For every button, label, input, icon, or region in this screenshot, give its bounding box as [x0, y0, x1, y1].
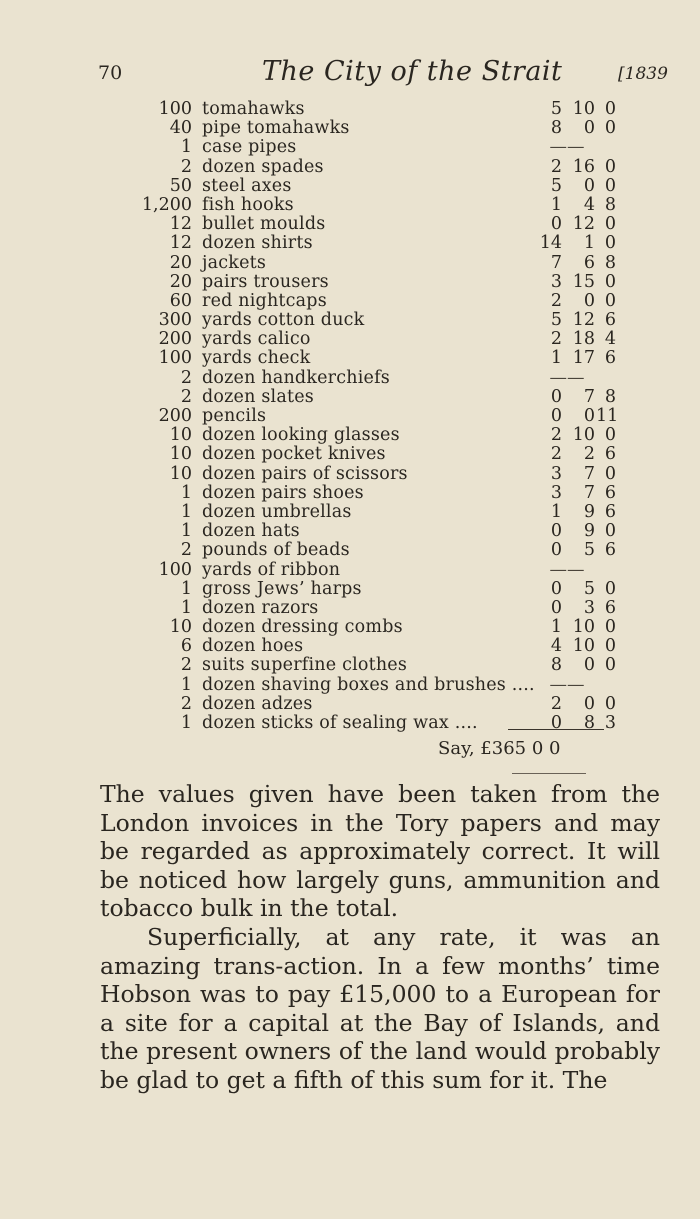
item-description: pairs trousers: [202, 271, 329, 292]
item-description: dozen hoes: [202, 636, 304, 657]
invoice-row: [0, 656, 700, 675]
item-description: dozen pocket knives: [202, 444, 386, 465]
item-pounds: 0: [550, 521, 562, 542]
invoice-row: [0, 292, 700, 311]
invoice-row: [0, 618, 700, 637]
item-description: bullet moulds: [202, 214, 326, 235]
item-pence: 0: [604, 290, 616, 311]
item-shillings: 8: [583, 713, 595, 733]
item-shillings: 16: [572, 156, 595, 177]
item-quantity: 1: [180, 713, 192, 733]
item-description: tomahawks: [202, 99, 305, 119]
item-pence: 6: [604, 310, 616, 331]
item-pence: 0: [604, 214, 616, 235]
page-number: 70: [98, 62, 123, 84]
item-pence: 0: [604, 425, 616, 446]
item-description: pencils: [202, 406, 267, 426]
item-pence: 3: [604, 713, 616, 733]
item-pence: 0: [604, 175, 616, 196]
item-no-value: ——: [549, 674, 585, 695]
invoice-row: [0, 234, 700, 253]
item-pence: 0: [604, 99, 616, 119]
item-pence: 8: [604, 386, 616, 407]
invoice-row: [0, 465, 700, 484]
invoice-row: [0, 100, 700, 119]
item-shillings: 7: [583, 482, 595, 503]
item-pence: 0: [604, 655, 616, 676]
item-quantity: 40: [169, 118, 192, 139]
invoice-row: [0, 349, 700, 368]
item-pounds: 1: [550, 348, 562, 369]
item-quantity: 100: [158, 559, 192, 580]
item-pence: 6: [604, 540, 616, 561]
item-quantity: 1,200: [141, 194, 192, 215]
item-no-value: ——: [549, 367, 585, 388]
item-pounds: 2: [550, 444, 562, 465]
total-underline: [512, 773, 586, 774]
item-shillings: 0: [583, 290, 595, 311]
item-shillings: 15: [572, 271, 595, 292]
item-quantity: 2: [180, 540, 192, 561]
item-description: dozen dressing combs: [202, 617, 403, 638]
invoice-row: [0, 599, 700, 618]
item-pounds: 0: [550, 540, 562, 561]
item-pounds: 5: [550, 175, 562, 196]
invoice-row: [0, 407, 700, 426]
invoice-row: [0, 369, 700, 388]
item-quantity: 2: [180, 386, 192, 407]
item-pence: 6: [604, 444, 616, 465]
item-pence: 0: [604, 617, 616, 638]
item-shillings: 0: [583, 175, 595, 196]
item-quantity: 1: [180, 578, 192, 599]
item-shillings: 12: [572, 310, 595, 331]
item-pounds: 3: [550, 463, 562, 484]
item-description: dozen looking glasses: [202, 425, 400, 446]
item-shillings: 12: [572, 214, 595, 235]
item-shillings: 10: [572, 636, 595, 657]
item-quantity: 10: [169, 444, 192, 465]
item-quantity: 20: [169, 271, 192, 292]
invoice-row: [0, 215, 700, 234]
item-shillings: 9: [583, 501, 595, 522]
item-quantity: 1: [180, 597, 192, 618]
item-shillings: 10: [572, 425, 595, 446]
item-quantity: 2: [180, 156, 192, 177]
item-description: dozen spades: [202, 156, 324, 177]
item-pence: 0: [604, 578, 616, 599]
running-year: [1839: [618, 64, 668, 84]
item-pence: 0: [604, 156, 616, 177]
item-description: dozen pairs of scissors: [202, 463, 408, 484]
item-shillings: 0: [583, 118, 595, 139]
item-description: dozen shaving boxes and brushes ....: [202, 674, 535, 695]
item-description: dozen adzes: [202, 693, 313, 714]
item-pounds: 7: [550, 252, 562, 273]
item-shillings: 17: [572, 348, 595, 369]
item-quantity: 1: [180, 482, 192, 503]
item-shillings: 3: [583, 597, 595, 618]
item-pounds: 0: [550, 597, 562, 618]
item-pounds: 2: [550, 156, 562, 177]
invoice-row: [0, 177, 700, 196]
item-quantity: 200: [158, 329, 192, 350]
item-pounds: 14: [539, 233, 562, 254]
item-description: suits superfine clothes: [202, 655, 408, 676]
item-description: gross Jews’ harps: [202, 578, 362, 599]
item-shillings: 6: [583, 252, 595, 273]
item-pounds: 2: [550, 693, 562, 714]
item-quantity: 100: [158, 348, 192, 369]
invoice-row: [0, 445, 700, 464]
item-pounds: 2: [550, 329, 562, 350]
item-pence: 0: [604, 636, 616, 657]
item-description: dozen handkerchiefs: [202, 367, 390, 388]
item-quantity: 1: [180, 674, 192, 695]
item-pounds: 2: [550, 425, 562, 446]
paragraph-1: The values given have been taken from the London invoices in the Tory papers and may be regarded as approximately correct. It will be noticed how largely guns, ammunition and tobacco bulk in the total.: [100, 780, 660, 923]
item-description: dozen hats: [202, 521, 300, 542]
item-description: dozen slates: [202, 386, 314, 407]
item-pounds: 3: [550, 271, 562, 292]
body-text: [100, 780, 660, 1095]
invoice-row: [0, 503, 700, 522]
item-description: red nightcaps: [202, 290, 327, 311]
item-pounds: 3: [550, 482, 562, 503]
invoice-row: [0, 196, 700, 215]
item-pence: 8: [604, 194, 616, 215]
item-description: pounds of beads: [202, 540, 350, 561]
item-shillings: 0: [583, 693, 595, 714]
item-description: dozen sticks of sealing wax ....: [202, 713, 478, 733]
item-quantity: 2: [180, 693, 192, 714]
item-shillings: 7: [583, 386, 595, 407]
invoice-row: [0, 714, 700, 733]
item-pence: 11: [596, 406, 619, 426]
item-no-value: ——: [549, 137, 585, 158]
item-quantity: 1: [180, 521, 192, 542]
invoice-row: [0, 426, 700, 445]
item-shillings: 9: [583, 521, 595, 542]
item-description: yards calico: [202, 329, 311, 350]
item-quantity: 6: [180, 636, 192, 657]
invoice-row: [0, 138, 700, 157]
item-pounds: 8: [550, 655, 562, 676]
item-pence: 0: [604, 271, 616, 292]
invoice-row: [0, 580, 700, 599]
invoice-row: [0, 522, 700, 541]
item-quantity: 100: [158, 99, 192, 119]
item-description: yards cotton duck: [202, 310, 365, 331]
invoice-row: [0, 695, 700, 714]
invoice-row: [0, 561, 700, 580]
item-pounds: 0: [550, 386, 562, 407]
item-quantity: 10: [169, 617, 192, 638]
running-title: The City of the Strait: [262, 56, 563, 87]
invoice-row: [0, 676, 700, 695]
item-description: pipe tomahawks: [202, 118, 350, 139]
item-description: case pipes: [202, 137, 297, 158]
item-shillings: 10: [572, 617, 595, 638]
invoice-row: [0, 273, 700, 292]
item-pence: 0: [604, 463, 616, 484]
invoice-row: [0, 254, 700, 273]
item-pence: 0: [604, 233, 616, 254]
item-quantity: 300: [158, 310, 192, 331]
item-quantity: 50: [169, 175, 192, 196]
item-pence: 6: [604, 501, 616, 522]
item-shillings: 10: [572, 99, 595, 119]
invoice-row: [0, 388, 700, 407]
item-quantity: 60: [169, 290, 192, 311]
item-shillings: 18: [572, 329, 595, 350]
invoice-row: [0, 484, 700, 503]
item-description: steel axes: [202, 175, 292, 196]
item-shillings: 7: [583, 463, 595, 484]
item-quantity: 1: [180, 501, 192, 522]
item-pounds: 0: [550, 214, 562, 235]
item-shillings: 4: [583, 194, 595, 215]
item-description: jackets: [202, 252, 267, 273]
item-pounds: 8: [550, 118, 562, 139]
item-quantity: 2: [180, 655, 192, 676]
item-pounds: 5: [550, 310, 562, 331]
item-shillings: 5: [583, 578, 595, 599]
item-pounds: 1: [550, 501, 562, 522]
item-shillings: 0: [583, 655, 595, 676]
item-pence: 6: [604, 482, 616, 503]
invoice-row: [0, 637, 700, 656]
item-pence: 6: [604, 597, 616, 618]
invoice-row: [0, 158, 700, 177]
item-description: dozen umbrellas: [202, 501, 352, 522]
item-quantity: 12: [169, 214, 192, 235]
item-description: yards of ribbon: [202, 559, 341, 580]
item-quantity: 10: [169, 463, 192, 484]
item-quantity: 10: [169, 425, 192, 446]
item-pence: 6: [604, 348, 616, 369]
item-no-value: ——: [549, 559, 585, 580]
item-pence: 0: [604, 118, 616, 139]
item-quantity: 20: [169, 252, 192, 273]
item-pounds: 5: [550, 99, 562, 119]
running-header: [0, 56, 700, 92]
invoice-row: [0, 119, 700, 138]
invoice-total: Say, £365 0 0: [438, 738, 561, 759]
item-description: fish hooks: [202, 194, 294, 215]
item-quantity: 12: [169, 233, 192, 254]
item-pence: 0: [604, 693, 616, 714]
paragraph-2: Superficially, at any rate, it was an amazing trans-action. In a few months’ time Hobson was to pay £15,000 to a European for a site for a capital at the Bay of Islands, and the present owners of the land would probably be glad to get a fifth of this sum for it. The: [100, 922, 660, 1094]
item-shillings: 0: [583, 406, 595, 426]
item-pence: 4: [604, 329, 616, 350]
item-pounds: 1: [550, 617, 562, 638]
invoice-row: [0, 541, 700, 560]
item-quantity: 2: [180, 367, 192, 388]
item-description: dozen shirts: [202, 233, 313, 254]
invoice-list: [0, 100, 700, 733]
item-description: dozen pairs shoes: [202, 482, 364, 503]
item-pounds: 0: [550, 406, 562, 426]
item-pounds: 1: [550, 194, 562, 215]
item-pounds: 2: [550, 290, 562, 311]
item-description: dozen razors: [202, 597, 319, 618]
item-pounds: 0: [550, 713, 562, 733]
item-quantity: 1: [180, 137, 192, 158]
total-rule: [508, 729, 604, 730]
item-shillings: 2: [583, 444, 595, 465]
item-description: yards check: [202, 348, 311, 369]
item-pence: 8: [604, 252, 616, 273]
invoice-row: [0, 311, 700, 330]
item-shillings: 5: [583, 540, 595, 561]
invoice-row: [0, 330, 700, 349]
item-quantity: 200: [158, 406, 192, 426]
item-pounds: 0: [550, 578, 562, 599]
item-pounds: 4: [550, 636, 562, 657]
item-shillings: 1: [583, 233, 595, 254]
item-pence: 0: [604, 521, 616, 542]
